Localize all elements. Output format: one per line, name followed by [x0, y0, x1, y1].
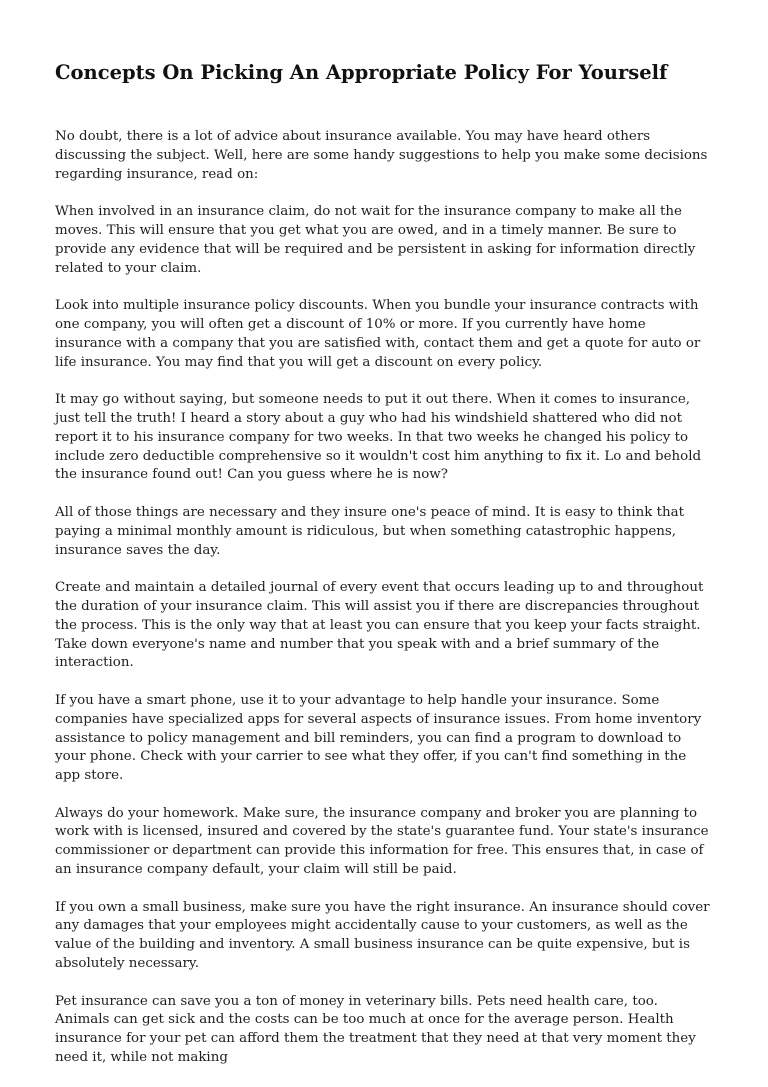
document-content	[55, 58, 715, 1087]
paragraph-2: When involved in an insurance claim, do not wait for the insurance company to make all the moves. This will ensure that you get what you are owed, and in a timely manner. Be sure to provide any evidence that will be required and be persistent in asking for information directly related to your claim.	[55, 204, 696, 276]
paragraph-3: Look into multiple insurance policy discounts. When you bundle your insurance contracts with one company, you will often get a discount of 10% or more. If you currently have home insurance with a company that you are satisfied with, contact them and get a quote for auto or life insurance. You may find that you will get a discount on every policy.	[55, 298, 701, 370]
paragraph-10: Pet insurance can save you a ton of money in veterinary bills. Pets need health care, too. Animals can get sick and the costs can be too much at once for the average person. Health insurance for your pet can afford them the treatment that they need at that very moment they need it, while not making	[55, 993, 696, 1066]
paragraph-5: All of those things are necessary and they insure one's peace of mind. It is easy to think that paying a minimal monthly amount is ridiculous, but when something catastrophic happens, insurance saves the day.	[55, 504, 684, 558]
document-title: Concepts On Picking An Appropriate Policy For Yourself	[55, 61, 668, 84]
paragraph-9: If you own a small business, make sure you have the right insurance. An insurance should cover any damages that your employees might accidentally cause to your customers, as well as the value of the building and inventory. A small business insurance can be quite expensive, but is absolutely necessary.	[55, 899, 710, 972]
paragraph-1: No doubt, there is a lot of advice about insurance available. You may have heard others discussing the subject. Well, here are some handy suggestions to help you make some decisions regarding insurance, read on:	[55, 129, 708, 182]
paragraph-6: Create and maintain a detailed journal of every event that occurs leading up to and throughout the duration of your insurance claim. This will assist you if there are discrepancies throughout the process. This is the only way that at least you can ensure that you keep your facts straight. Take down everyone's name and number that you speak with and a brief summary of the interaction.	[55, 580, 704, 671]
paragraph-4: It may go without saying, but someone needs to put it out there. When it comes to insurance, just tell the truth! I heard a story about a guy who had his windshield shattered who did not report it to his insurance company for two weeks. In that two weeks he changed his policy to include zero deductible comprehensive so it wouldn't cost him anything to fix it. Lo and behold the insurance found out! Can you guess where he is now?	[55, 392, 702, 483]
paragraph-8: Always do your homework. Make sure, the insurance company and broker you are planning to work with is licensed, insured and covered by the state's guarantee fund. Your state's insurance commissioner or department can provide this information for free. This ensures that, in case of an insurance company default, your claim will still be paid.	[55, 805, 709, 878]
paragraph-7: If you have a smart phone, use it to your advantage to help handle your insurance. Some companies have specialized apps for several aspects of insurance issues. From home inventory assistance to policy management and bill reminders, you can find a program to download to your phone. Check with your carrier to see what they offer, if you can't find something in the app store.	[55, 692, 702, 784]
